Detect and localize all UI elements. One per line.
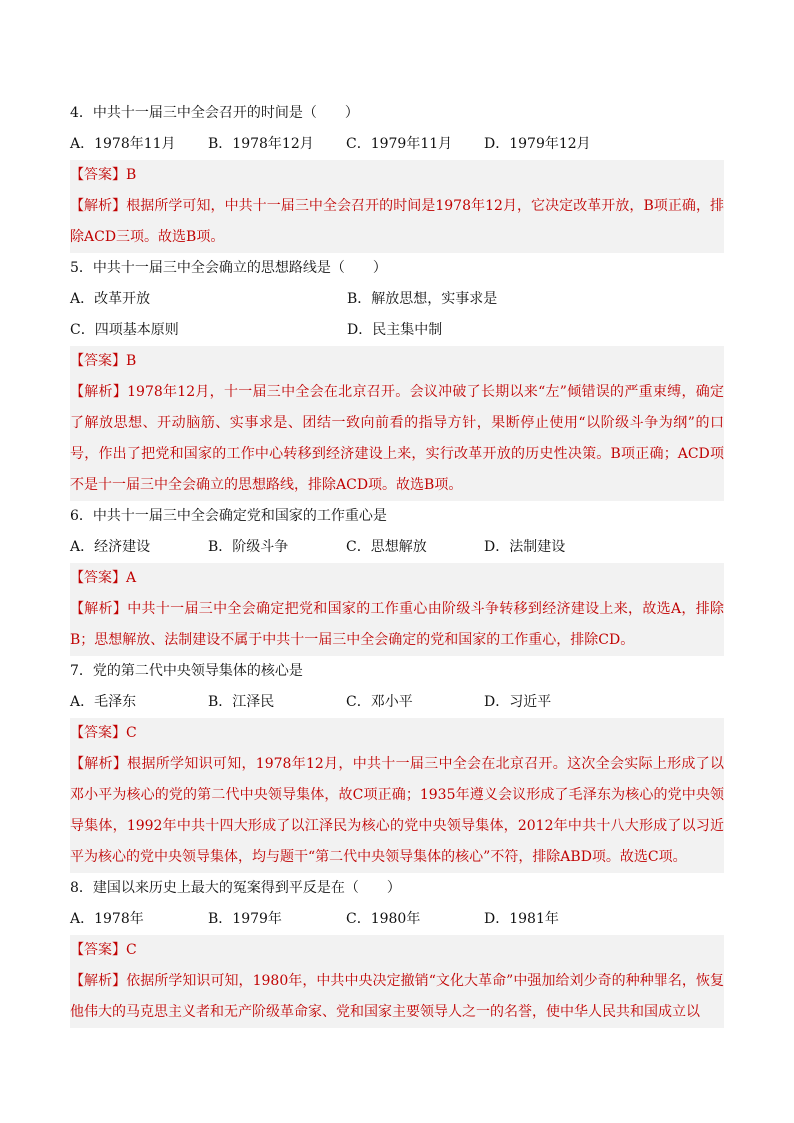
- option-c: C．思想解放: [346, 539, 427, 555]
- option-d: D．1979年12月: [484, 136, 591, 152]
- option-d: D．1981年: [484, 911, 559, 927]
- explanation-text: 根据所学可知，中共十一届三中全会召开的时间是1978年12月，它决定改革开放，B项正确，排除ACD三项。故选B项。: [70, 198, 725, 245]
- answer-value: A: [126, 570, 137, 586]
- answer-value: C: [126, 942, 137, 958]
- question-list: [70, 98, 724, 1028]
- option-a: A．1978年11月: [70, 136, 176, 152]
- option-c: C．邓小平: [346, 694, 413, 710]
- question-6-answer: [70, 563, 724, 594]
- question-7-answer: [70, 718, 724, 749]
- answer-value: B: [126, 353, 137, 369]
- answer-tag: 【答案】: [70, 353, 126, 369]
- option-b: B．1979年: [208, 911, 282, 927]
- answer-tag: 【答案】: [70, 942, 126, 958]
- option-c: C．四项基本原则: [70, 322, 179, 338]
- explanation-tag: 【解析】: [70, 756, 128, 772]
- question-4-explanation: [70, 191, 724, 253]
- answer-tag: 【答案】: [70, 725, 126, 741]
- explanation-text: 1978年12月，十一届三中全会在北京召开。会议冲破了长期以来“左”倾错误的严重束缚，确定了解放思想、开动脑筋、实事求是、团结一致向前看的指导方针，果断停止使用“以阶级斗争为纲”的口号，作出了把党和国家的工作中心转移到经济建设上来，实行改革开放的历史性决策。B项正确；ACD项不是十一届三中全会确立的思想路线，排除ACD项。故选B项。: [70, 384, 725, 493]
- question-5-stem: 5．中共十一届三中全会确立的思想路线是（ ）: [70, 260, 387, 276]
- explanation-text: 依据所学知识可知，1980年，中共中央决定撤销“文化大革命”中强加给刘少奇的种种罪名，恢复他伟大的马克思主义者和无产阶级革命家、党和国家主要领导人之一的名誉，使中华人民共和国成立以: [70, 973, 724, 1020]
- option-d: D．民主集中制: [347, 322, 443, 338]
- explanation-text: 根据所学知识可知，1978年12月，中共十一届三中全会在北京召开。这次全会实际上形成了以邓小平为核心的党的第二代中央领导集体，故C项正确；1935年遵义会议形成了毛泽东为核心的党中央领导集体，1992年中共十四大形成了以江泽民为核心的党中央领导集体，2012年中共十八大形成了以习近平为核心的党中央领导集体，均与题干“第二代中央领导集体的核心”不符，排除ABD项。故选C项。: [70, 756, 724, 865]
- option-d: D．习近平: [484, 694, 552, 710]
- question-5-explanation: [70, 377, 724, 501]
- question-6-explanation: [70, 594, 724, 656]
- explanation-tag: 【解析】: [70, 973, 127, 989]
- question-7-stem: 7．党的第二代中央领导集体的核心是: [70, 663, 303, 679]
- option-b: B．解放思想，实事求是: [347, 291, 498, 307]
- question-6-options: [70, 532, 724, 563]
- option-a: A．毛泽东: [70, 694, 137, 710]
- option-a: A．改革开放: [70, 291, 151, 307]
- answer-tag: 【答案】: [70, 570, 126, 586]
- option-c: C．1979年11月: [346, 136, 453, 152]
- explanation-tag: 【解析】: [70, 384, 128, 400]
- answer-value: B: [126, 167, 137, 183]
- question-4-answer: [70, 160, 724, 191]
- question-7-options: [70, 687, 724, 718]
- explanation-text: 中共十一届三中全会确定把党和国家的工作重心由阶级斗争转移到经济建设上来，故选A，排除B；思想解放、法制建设不属于中共十一届三中全会确定的党和国家的工作重心，排除CD。: [70, 601, 725, 648]
- option-b: B．1978年12月: [208, 136, 314, 152]
- question-8-stem: 8．建国以来历史上最大的冤案得到平反是在（ ）: [70, 880, 401, 896]
- explanation-tag: 【解析】: [70, 198, 127, 214]
- question-8-options: [70, 904, 724, 935]
- option-b: B．阶级斗争: [208, 539, 289, 555]
- answer-value: C: [126, 725, 137, 741]
- option-a: A．经济建设: [70, 539, 151, 555]
- question-5-options-row-2: [70, 315, 724, 346]
- question-5-options-row-1: [70, 284, 724, 315]
- question-8-explanation: [70, 966, 724, 1028]
- question-8-answer: [70, 935, 724, 966]
- option-a: A．1978年: [70, 911, 144, 927]
- question-7-explanation: [70, 749, 724, 873]
- explanation-tag: 【解析】: [70, 601, 128, 617]
- option-d: D．法制建设: [484, 539, 566, 555]
- question-4-options: [70, 129, 724, 160]
- answer-tag: 【答案】: [70, 167, 126, 183]
- question-4-stem: 4．中共十一届三中全会召开的时间是（ ）: [70, 105, 359, 121]
- option-b: B．江泽民: [208, 694, 275, 710]
- question-6-stem: 6．中共十一届三中全会确定党和国家的工作重心是: [70, 508, 387, 524]
- question-5-answer: [70, 346, 724, 377]
- option-c: C．1980年: [346, 911, 421, 927]
